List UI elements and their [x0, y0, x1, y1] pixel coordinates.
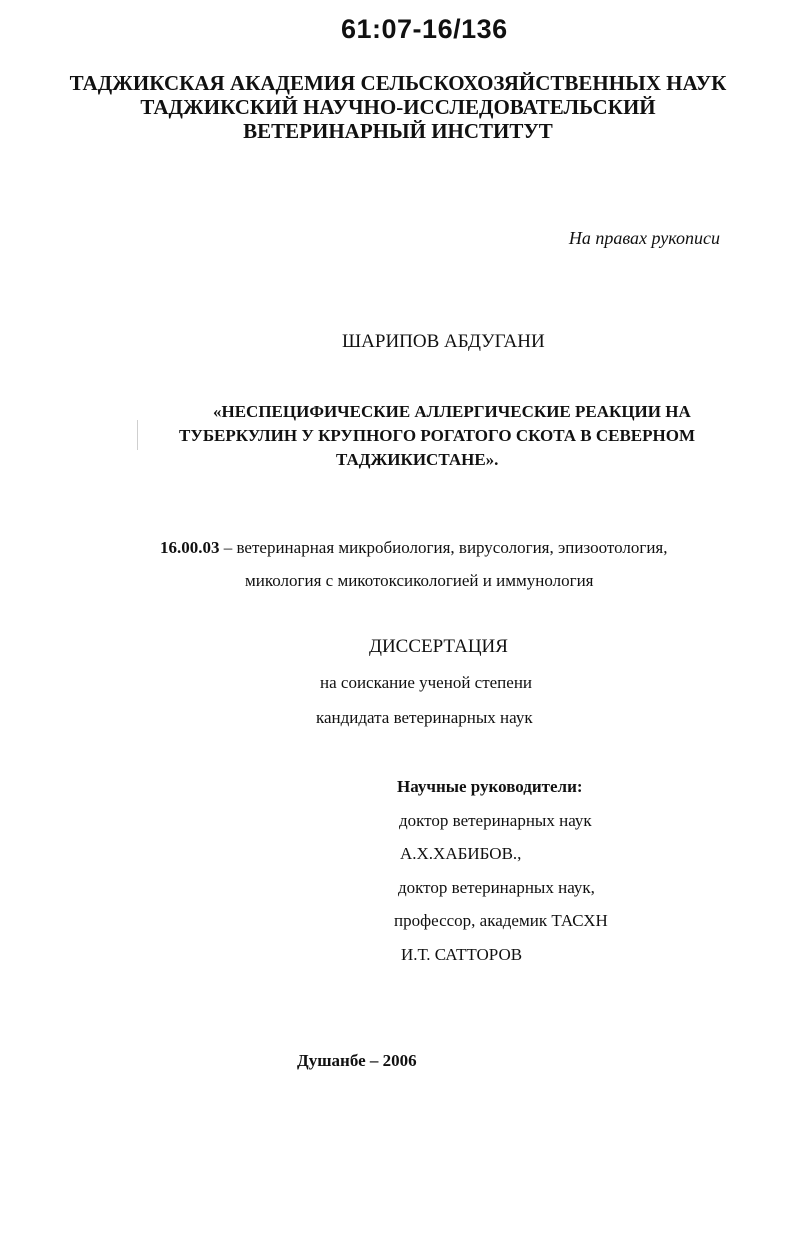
supervisor-line: профессор, академик ТАСХН [394, 911, 608, 930]
rights-note: На правах рукописи [568, 228, 720, 248]
author-name: ШАРИПОВ АБДУГАНИ [342, 331, 545, 352]
supervisor-line: А.Х.ХАБИБОВ., [400, 844, 522, 863]
degree-line-2: кандидата ветеринарных наук [316, 708, 533, 727]
specialty-description-1: – ветеринарная микробиология, вирусология, эпизоотология, [219, 538, 668, 557]
institution-line-2: ТАДЖИКСКИЙ НАУЧНО-ИССЛЕДОВАТЕЛЬСКИЙ [140, 95, 656, 119]
specialty-code: 16.00.03 [160, 538, 220, 557]
title-line-2: ТУБЕРКУЛИН У КРУПНОГО РОГАТОГО СКОТА В СЕВЕРНОМ [179, 426, 696, 445]
supervisor-line: доктор ветеринарных наук [399, 811, 592, 830]
scan-artifact [137, 420, 138, 450]
degree-line-1: на соискание ученой степени [320, 673, 533, 692]
city-year: Душанбе – 2006 [297, 1051, 417, 1070]
catalog-number: 61:07-16/136 [341, 14, 508, 44]
institution-line-3: ВЕТЕРИНАРНЫЙ ИНСТИТУТ [243, 119, 553, 143]
supervisor-line: И.Т. САТТОРОВ [401, 945, 523, 964]
title-line-3: ТАДЖИКИСТАНЕ». [336, 450, 499, 469]
supervisors-heading: Научные руководители: [397, 777, 583, 796]
supervisor-line: доктор ветеринарных наук, [398, 878, 595, 897]
specialty-line-1 [160, 538, 668, 558]
title-line-1: «НЕСПЕЦИФИЧЕСКИЕ АЛЛЕРГИЧЕСКИЕ РЕАКЦИИ НА [213, 402, 691, 421]
degree-type: ДИССЕРТАЦИЯ [369, 636, 508, 657]
specialty-line-2: микология с микотоксикологией и иммунология [245, 571, 594, 590]
institution-line-1: ТАДЖИКСКАЯ АКАДЕМИЯ СЕЛЬСКОХОЗЯЙСТВЕННЫХ НАУК [69, 71, 727, 95]
